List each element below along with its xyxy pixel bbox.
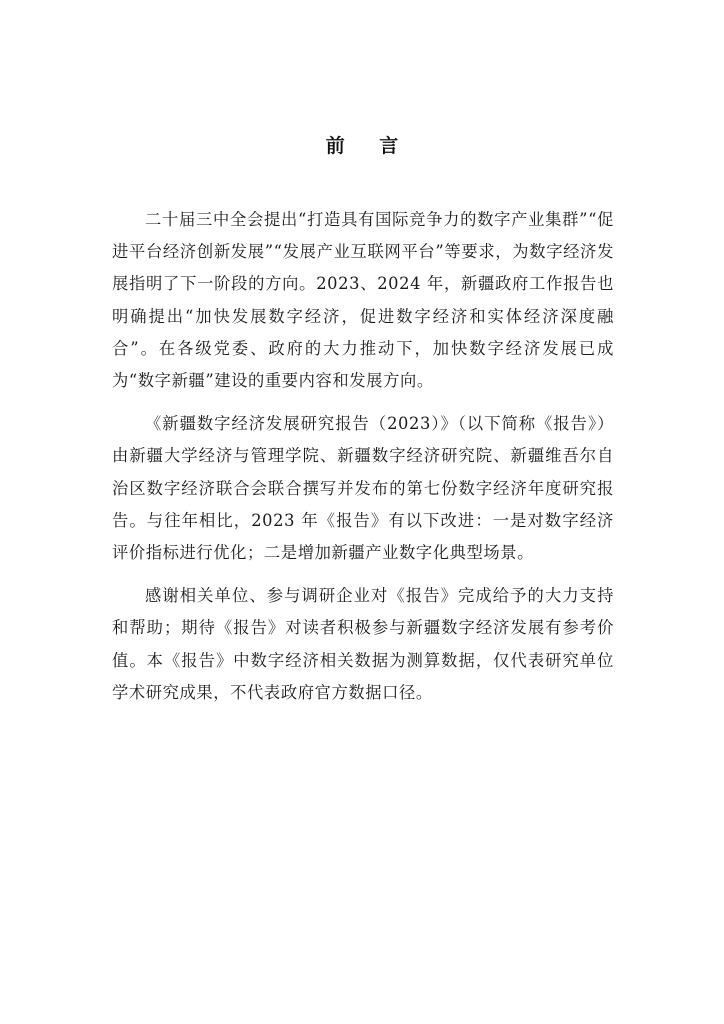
paragraph-2: 《新疆数字经济发展研究报告（2023）》（以下简称《报告》）由新疆大学经济与管理学院、新疆数字经济研究院、新疆维吾尔自治区数字经济联合会联合撰写并发布的第七份数字经济年度研究报告。与往年相比，2023 年《报告》有以下改进：一是对数字经济评价指标进行优化；二是增加新疆产业数字化典型场景。 — [112, 414, 614, 563]
body-text — [112, 204, 614, 709]
page-title: 前 言 — [325, 135, 413, 157]
paragraph-3: 感谢相关单位、参与调研企业对《报告》完成给予的大力支持和帮助；期待《报告》对读者积极参与新疆数字经济发展有参考价值。本《报告》中数字经济相关数据为测算数据，仅代表研究单位学术研究成果，不代表政府官方数据口径。 — [112, 586, 614, 702]
paragraph-1: 二十届三中全会提出“打造具有国际竞争力的数字产业集群”“促进平台经济创新发展”“发展产业互联网平台”等要求，为数字经济发展指明了下一阶段的方向。2023、2024 年，新疆政府工作报告也明确提出“加快发展数字经济，促进数字经济和实体经济深度融合”。在各级党委、政府的大力推动下，加快数字经济发展已成为“数字新疆”建设的重要内容和发展方向。 — [112, 210, 614, 391]
